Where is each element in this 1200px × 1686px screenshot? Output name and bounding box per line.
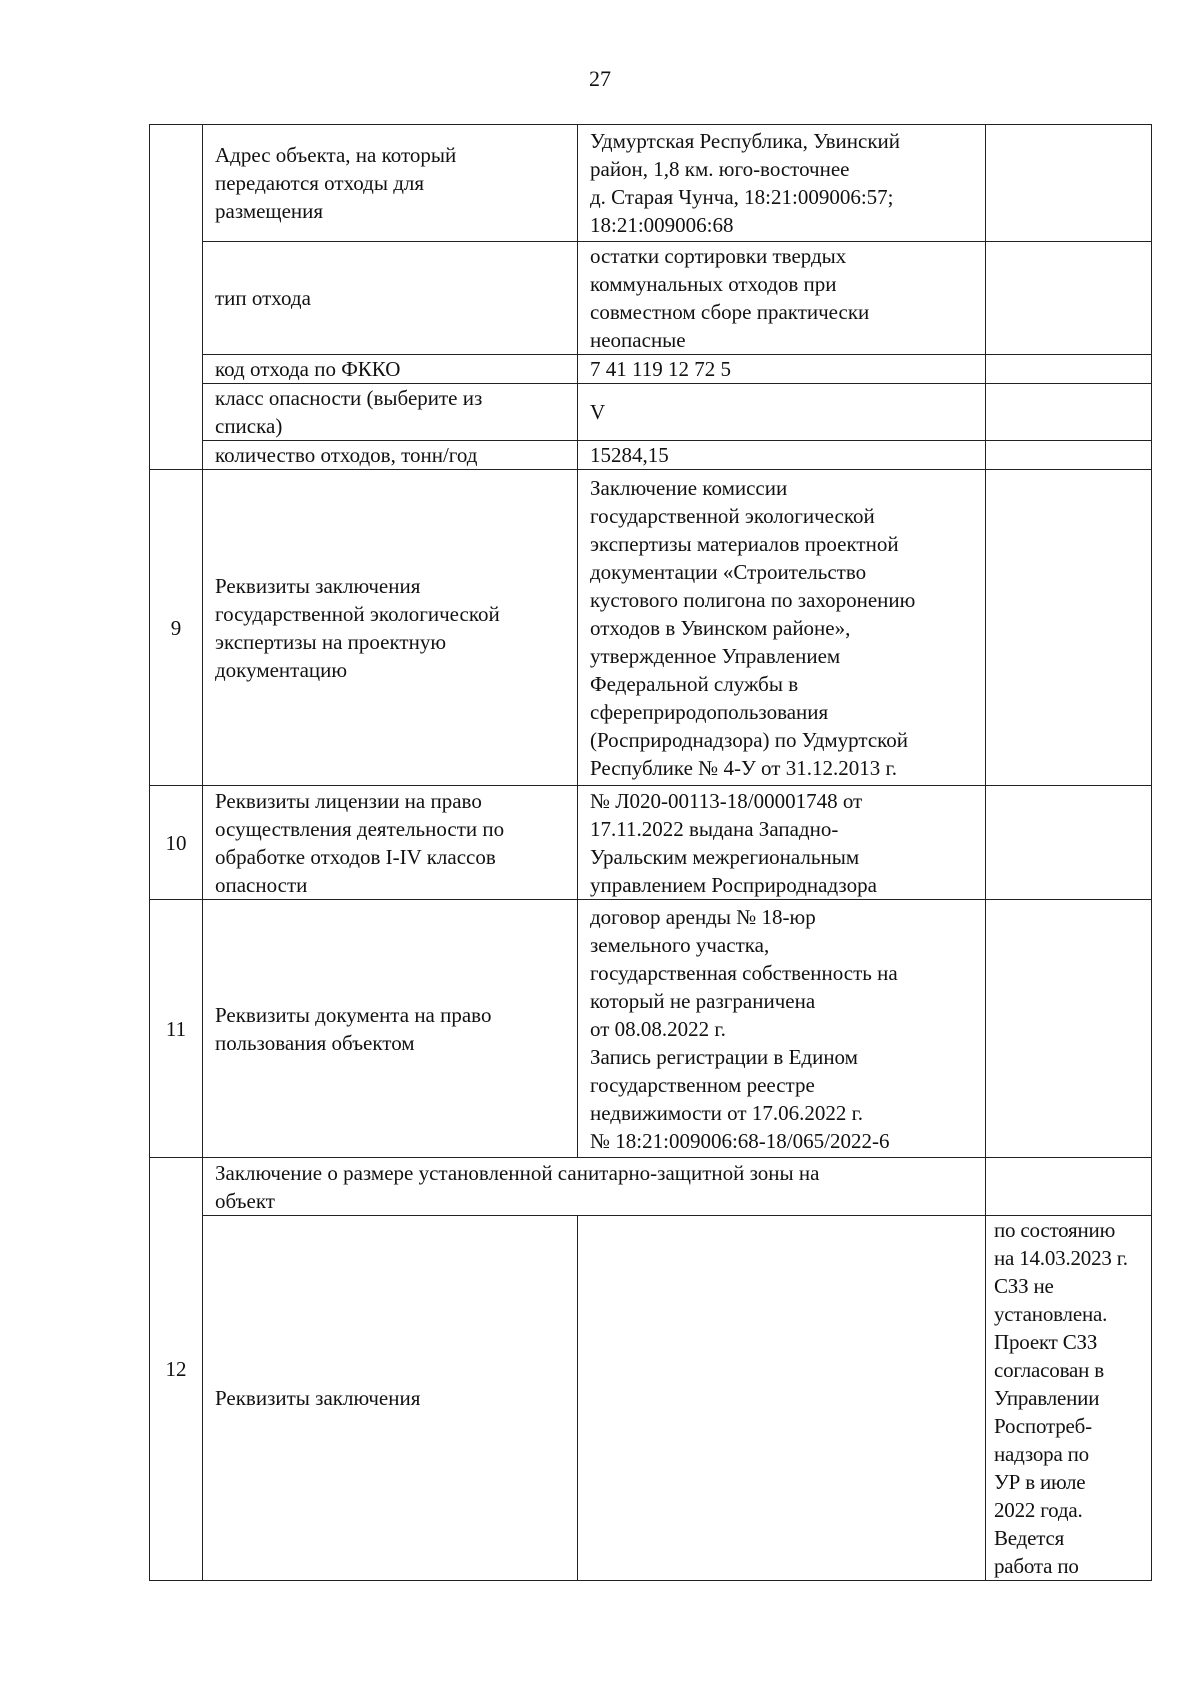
row-number-cell bbox=[150, 125, 203, 470]
table-row bbox=[150, 384, 1152, 441]
table-row bbox=[150, 1158, 1152, 1216]
row-note bbox=[986, 242, 1152, 355]
row-label: Реквизиты заключения bbox=[203, 1216, 578, 1581]
row-number-cell: 10 bbox=[150, 786, 203, 900]
row-label: количество отходов, тонн/год bbox=[203, 441, 578, 470]
row-note bbox=[986, 1158, 1152, 1216]
table-row bbox=[150, 470, 1152, 786]
row-value: договор аренды № 18-юр земельного участка, государственная собственность на который не разграничена от 08.08.2022 г. Запись регистрации в Едином государственном реестре недвижимости от 17.06.2022 г. № 18:21:009006:68-18/065/2022-6 bbox=[578, 900, 986, 1158]
table-row bbox=[150, 125, 1152, 242]
page-number: 27 bbox=[589, 66, 611, 91]
row-label: Реквизиты лицензии на право осуществления деятельности по обработке отходов I-IV классов опасности bbox=[203, 786, 578, 900]
table-row bbox=[150, 786, 1152, 900]
row-value: Заключение комиссии государственной экологической экспертизы материалов проектной документации «Строительство кустового полигона по захоронению отходов в Увинском районе», утвержденное Управлением Федеральной службы в сфереприродопользования (Росприроднадзора) по Удмуртской Республике № 4-У от 31.12.2013 г. bbox=[578, 470, 986, 786]
row-number-cell: 11 bbox=[150, 900, 203, 1158]
row-label: Реквизиты документа на право пользования объектом bbox=[203, 900, 578, 1158]
row-value bbox=[578, 1216, 986, 1581]
row-note bbox=[986, 441, 1152, 470]
row-value: № Л020-00113-18/00001748 от 17.11.2022 выдана Западно- Уральским межрегиональным управлением Росприроднадзора bbox=[578, 786, 986, 900]
table-row bbox=[150, 1216, 1152, 1581]
row-label: код отхода по ФККО bbox=[203, 355, 578, 384]
row-value: остатки сортировки твердых коммунальных отходов при совместном сборе практически неопасные bbox=[578, 242, 986, 355]
row-value: Удмуртская Республика, Увинский район, 1,8 км. юго-восточнее д. Старая Чунча, 18:21:009006:57; 18:21:009006:68 bbox=[578, 125, 986, 242]
row-number-cell: 9 bbox=[150, 470, 203, 786]
row-note bbox=[986, 786, 1152, 900]
row-note bbox=[986, 355, 1152, 384]
row-label: класс опасности (выберите из списка) bbox=[203, 384, 578, 441]
table-row bbox=[150, 441, 1152, 470]
row-note bbox=[986, 900, 1152, 1158]
table-row bbox=[150, 900, 1152, 1158]
table-row bbox=[150, 242, 1152, 355]
row-note bbox=[986, 470, 1152, 786]
row-section-header: Заключение о размере установленной санитарно-защитной зоны на объект bbox=[203, 1158, 986, 1216]
row-value: V bbox=[578, 384, 986, 441]
table-row bbox=[150, 355, 1152, 384]
row-note bbox=[986, 384, 1152, 441]
row-value: 15284,15 bbox=[578, 441, 986, 470]
row-note: по состоянию на 14.03.2023 г. СЗЗ не установлена. Проект СЗЗ согласован в Управлении Роспотреб- надзора по УР в июле 2022 года. Ведется работа по bbox=[986, 1216, 1152, 1581]
row-label: Реквизиты заключения государственной экологической экспертизы на проектную документацию bbox=[203, 470, 578, 786]
row-label: тип отхода bbox=[203, 242, 578, 355]
row-note bbox=[986, 125, 1152, 242]
row-label: Адрес объекта, на который передаются отходы для размещения bbox=[203, 125, 578, 242]
row-number-cell: 12 bbox=[150, 1158, 203, 1581]
row-value: 7 41 119 12 72 5 bbox=[578, 355, 986, 384]
registry-table bbox=[149, 124, 1152, 1581]
